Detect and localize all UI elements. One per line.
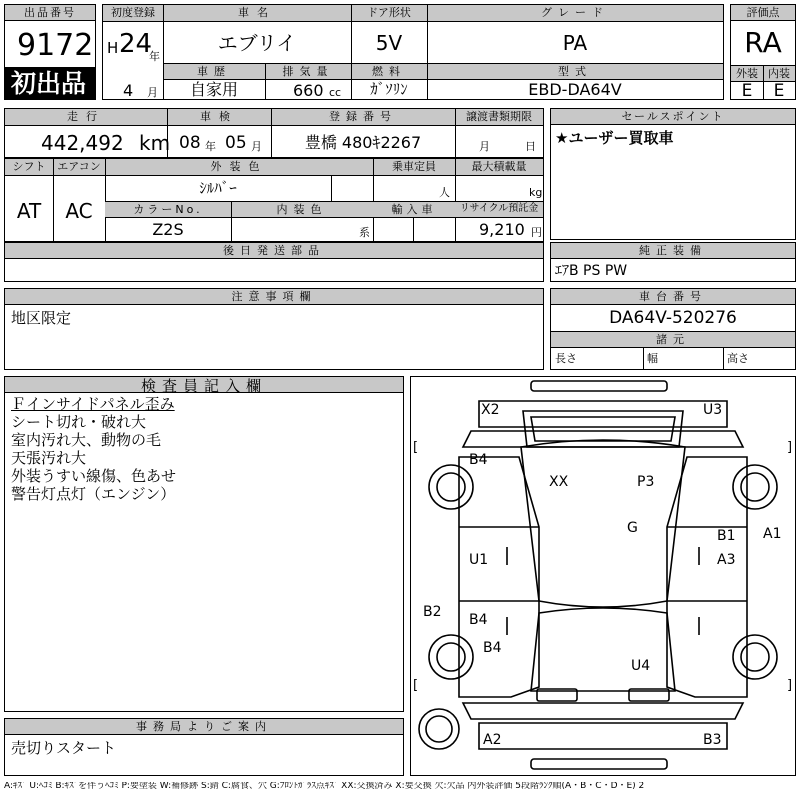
svg-text:]: ] — [787, 678, 793, 693]
dims-length: 長さ — [555, 352, 577, 365]
chassis-label: 車台番号 — [551, 289, 795, 305]
max-load-unit: kg — [529, 186, 543, 199]
ac-value: AC — [65, 199, 93, 223]
sales-point-label: セールスポイント — [551, 109, 795, 125]
interior-color-unit: 系 — [359, 226, 370, 239]
office-value: 売切りスタート — [11, 739, 117, 757]
office-label: 事務局よりご案内 — [5, 719, 403, 735]
inspector-box — [4, 376, 404, 712]
inspection-month-unit: 月 — [251, 140, 262, 153]
caution-label: 注意事項欄 — [5, 289, 543, 305]
transfer-month-unit: 月 — [479, 140, 490, 153]
model-code-label: 型式 — [558, 65, 592, 78]
mark-u3: U3 — [703, 402, 723, 418]
recycle-unit: 円 — [531, 226, 542, 239]
mark-b4-mid: B4 — [469, 612, 488, 628]
mileage-grid — [4, 108, 544, 158]
lot-label: 出品番号 — [5, 5, 95, 21]
first-reg-month: 4 — [123, 81, 134, 100]
svg-text:[: [ — [413, 678, 419, 693]
fuel-label: 燃料 — [372, 65, 406, 78]
mileage-label: 走行 — [67, 110, 105, 123]
color-no-value: Z2S — [152, 220, 184, 239]
capacity-label: 乗車定員 — [392, 160, 436, 173]
score-label: 評価点 — [731, 5, 795, 21]
score-ext-label: 外装 — [736, 67, 758, 80]
mark-b4-low: B4 — [483, 640, 502, 656]
caution-box — [4, 288, 544, 370]
spec-grid — [102, 4, 724, 100]
recycle-label: リサイクル預託金 — [459, 203, 539, 214]
grade-label: グレード — [541, 6, 609, 19]
color-no-label: カラーNo. — [133, 203, 203, 216]
mark-a2: A2 — [483, 732, 502, 748]
equipment-label: 純正装備 — [551, 243, 795, 259]
mark-b2: B2 — [423, 604, 442, 620]
sales-point-box — [550, 108, 796, 240]
mark-a1: A1 — [763, 526, 782, 542]
score-ext-value: E — [741, 81, 753, 101]
first-reg-month-unit: 月 — [147, 86, 158, 99]
later-parts-label: 後日発送部品 — [5, 243, 543, 259]
registration-value: 豊橋 480ｷ2267 — [304, 133, 422, 152]
first-reg-label: 初度登録 — [111, 6, 155, 19]
mark-a3: A3 — [717, 552, 736, 568]
score-int-label: 内装 — [768, 67, 790, 80]
import-label: 輸入車 — [391, 203, 437, 216]
shift-label: シフト — [12, 160, 46, 173]
color-grid — [4, 158, 544, 242]
exterior-color-label: 外装色 — [210, 160, 268, 173]
inspector-label: 検査員記入欄 — [5, 377, 403, 393]
equipment-value: ｴｱB PS PW — [555, 263, 628, 279]
dims-label: 諸元 — [656, 333, 690, 346]
capacity-unit: 人 — [439, 186, 450, 199]
recycle-value: 9,210 — [479, 220, 525, 239]
inspector-line-5: 外装うすい線傷、色あせ — [11, 467, 177, 485]
dims-width: 幅 — [647, 352, 658, 365]
displacement-unit: cc — [329, 86, 342, 99]
grade-value: PA — [562, 31, 588, 55]
score-box — [730, 4, 796, 100]
inspection-year: 08 — [179, 133, 201, 153]
score-value: RA — [744, 26, 782, 59]
later-parts-box — [4, 242, 544, 282]
car-name-value: エブリイ — [217, 31, 297, 55]
lot-box — [4, 4, 96, 100]
inspector-line-3: 室内汚れ大、動物の毛 — [11, 431, 162, 449]
mark-p3: P3 — [637, 474, 655, 490]
first-reg-era: H — [107, 39, 119, 57]
transfer-label: 譲渡書類期限 — [466, 110, 532, 123]
first-listing-text: 初出品 — [11, 69, 87, 98]
interior-color-label: 内装色 — [276, 203, 328, 216]
caution-value: 地区限定 — [11, 309, 72, 327]
mark-g: G — [627, 520, 638, 536]
mark-u1: U1 — [469, 552, 489, 568]
svg-text:[: [ — [413, 440, 419, 455]
transfer-day-unit: 日 — [525, 140, 536, 153]
registration-label: 登録番号 — [329, 110, 397, 123]
office-box — [4, 718, 404, 776]
mark-b4-top: B4 — [469, 452, 488, 468]
car-outline — [411, 377, 795, 775]
equipment-box — [550, 242, 796, 282]
mileage-value: 442,492 — [41, 131, 124, 155]
sales-point-value: ★ユーザー買取車 — [555, 129, 674, 147]
displacement-value: 660 — [293, 81, 324, 100]
door-label: ドア形状 — [367, 6, 411, 19]
dims-height: 高さ — [727, 352, 749, 365]
inspector-line-2: シート切れ・破れ大 — [11, 413, 147, 431]
door-value: 5V — [375, 31, 403, 55]
chassis-value: DA64V-520276 — [609, 308, 737, 328]
car-name-label: 車名 — [238, 6, 276, 19]
mark-b1: B1 — [717, 528, 736, 544]
mileage-unit: km — [139, 131, 171, 155]
first-reg-year-unit: 年 — [149, 50, 160, 63]
lot-number: 9172 — [17, 28, 94, 63]
inspector-line-6: 警告灯点灯（エンジン） — [11, 485, 176, 503]
inspection-label: 車検 — [200, 110, 238, 123]
mark-b3: B3 — [703, 732, 722, 748]
mark-u4: U4 — [631, 658, 651, 674]
exterior-color-value: ｼﾙﾊﾞｰ — [199, 179, 237, 197]
legend: A:ｷｽﾞ U:ﾍｺﾐ B:ｷｽﾞを伴うﾍｺﾐ P:要塗装 W:補修跡 S:錆 C:腐食、穴 G:ﾌﾛﾝﾄｶﾞﾗｽ点ｷｽﾞ XX:交換済み X:要交換 欠:欠品 内外装評価 5段階ﾗﾝｸ順(A・B・C・D・E) 2 — [4, 782, 645, 791]
max-load-label: 最大積載量 — [471, 160, 527, 173]
inspector-line-1: Ｆインサイドパネル歪み — [11, 395, 175, 413]
ac-label: エアコン — [57, 160, 101, 173]
displacement-label: 排気量 — [282, 65, 334, 78]
mark-xx: XX — [549, 474, 569, 490]
chassis-box — [550, 288, 796, 370]
fuel-value: ｶﾞｿﾘﾝ — [370, 80, 408, 98]
history-value: 自家用 — [189, 80, 238, 99]
inspector-line-4: 天張汚れ大 — [11, 449, 87, 467]
svg-text:]: ] — [787, 440, 793, 455]
score-int-value: E — [773, 81, 785, 101]
shift-value: AT — [16, 199, 42, 223]
inspection-year-unit: 年 — [205, 140, 216, 153]
car-diagram — [410, 376, 796, 776]
inspection-month: 05 — [225, 133, 247, 153]
model-code-value: EBD-DA64V — [528, 80, 622, 99]
history-label: 車歴 — [197, 65, 231, 78]
mark-x2: X2 — [481, 402, 500, 418]
first-reg-year: 24 — [119, 29, 153, 59]
